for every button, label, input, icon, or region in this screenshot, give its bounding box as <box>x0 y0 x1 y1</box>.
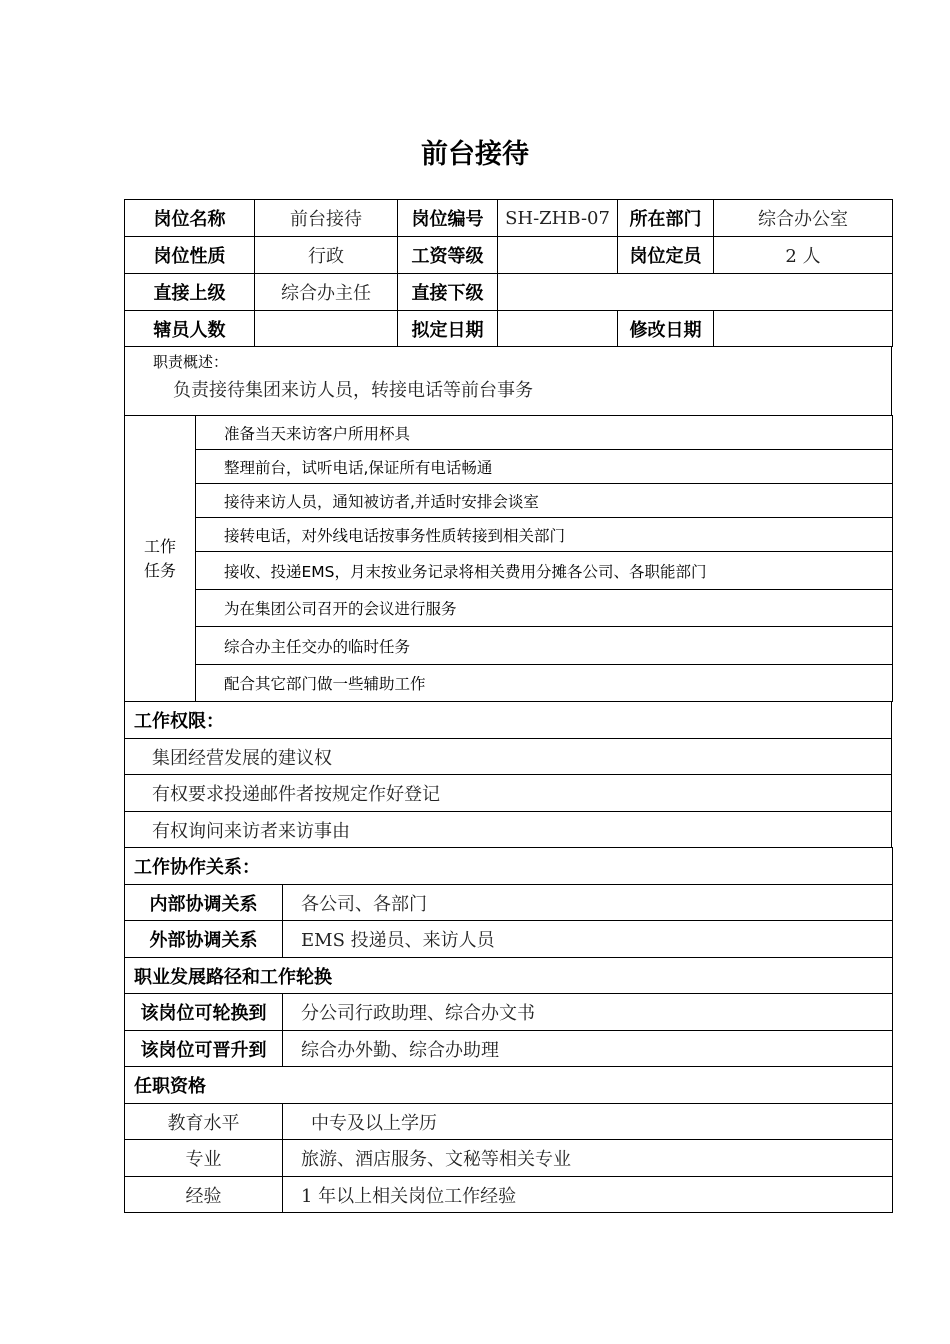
quota-label: 岗位定员 <box>618 237 714 274</box>
authority-table <box>124 701 892 848</box>
qualification-heading: 任职资格 <box>125 1067 893 1104</box>
nature-label: 岗位性质 <box>125 237 255 274</box>
tasks-label-line1: 工作 <box>143 536 176 556</box>
post-name-label: 岗位名称 <box>125 200 255 237</box>
salary-label: 工资等级 <box>398 237 498 274</box>
authority-item: 有权询问来访者来访事由 <box>125 812 892 848</box>
quota-value: 2 人 <box>714 237 893 274</box>
task-item: 接转电话，对外线电话按事务性质转接到相关部门 <box>196 518 893 552</box>
internal-label: 内部协调关系 <box>125 885 283 921</box>
authority-heading: 工作权限： <box>125 702 892 739</box>
draft-date-value <box>498 311 618 347</box>
career-heading: 职业发展路径和工作轮换 <box>125 958 893 994</box>
summary-table <box>124 346 892 416</box>
post-name-value: 前台接待 <box>255 200 398 237</box>
summary-cell <box>125 347 892 416</box>
job-description-form <box>124 199 892 1213</box>
basic-info-table <box>124 199 893 347</box>
promote-label: 该岗位可晋升到 <box>125 1031 283 1067</box>
authority-item: 集团经营发展的建议权 <box>125 739 892 775</box>
task-item: 综合办主任交办的临时任务 <box>196 627 893 665</box>
tasks-label-line2: 任务 <box>143 560 176 580</box>
internal-value: 各公司、各部门 <box>283 885 893 921</box>
experience-value: 1 年以上相关岗位工作经验 <box>283 1177 893 1213</box>
task-item: 为在集团公司召开的会议进行服务 <box>196 590 893 627</box>
task-item: 配合其它部门做一些辅助工作 <box>196 665 893 702</box>
assistants-label: 辖员人数 <box>125 311 255 347</box>
task-item: 准备当天来访客户所用杯具 <box>196 416 893 450</box>
subordinate-label: 直接下级 <box>398 274 498 311</box>
external-label: 外部协调关系 <box>125 921 283 958</box>
summary-label: 职责概述： <box>153 353 229 371</box>
cooperation-heading: 工作协作关系： <box>125 848 893 885</box>
experience-label: 经验 <box>125 1177 283 1213</box>
nature-value: 行政 <box>255 237 398 274</box>
draft-date-label: 拟定日期 <box>398 311 498 347</box>
major-label: 专业 <box>125 1140 283 1177</box>
external-value: EMS 投递员、来访人员 <box>283 921 893 958</box>
relations-table <box>124 847 893 1213</box>
revise-date-label: 修改日期 <box>618 311 714 347</box>
subordinate-value <box>498 274 893 311</box>
superior-value: 综合办主任 <box>255 274 398 311</box>
authority-item: 有权要求投递邮件者按规定作好登记 <box>125 775 892 812</box>
dept-value: 综合办公室 <box>714 200 893 237</box>
revise-date-value <box>714 311 893 347</box>
page-title: 前台接待 <box>421 139 529 170</box>
education-label: 教育水平 <box>125 1104 283 1140</box>
rotate-label: 该岗位可轮换到 <box>125 994 283 1031</box>
major-value: 旅游、酒店服务、文秘等相关专业 <box>283 1140 893 1177</box>
post-code-label: 岗位编号 <box>398 200 498 237</box>
task-item: 整理前台，试听电话,保证所有电话畅通 <box>196 450 893 484</box>
salary-value <box>498 237 618 274</box>
assistants-value <box>255 311 398 347</box>
education-value: 中专及以上学历 <box>283 1104 893 1140</box>
summary-text: 负责接待集团来访人员，转接电话等前台事务 <box>173 380 533 401</box>
tasks-label-cell <box>125 416 196 702</box>
post-code-value: SH-ZHB-07 <box>498 200 618 237</box>
tasks-table <box>124 415 893 702</box>
superior-label: 直接上级 <box>125 274 255 311</box>
promote-value: 综合办外勤、综合办助理 <box>283 1031 893 1067</box>
dept-label: 所在部门 <box>618 200 714 237</box>
task-item: 接收、投递EMS，月末按业务记录将相关费用分摊各公司、各职能部门 <box>196 552 893 590</box>
rotate-value: 分公司行政助理、综合办文书 <box>283 994 893 1031</box>
task-item: 接待来访人员，通知被访者,并适时安排会谈室 <box>196 484 893 518</box>
